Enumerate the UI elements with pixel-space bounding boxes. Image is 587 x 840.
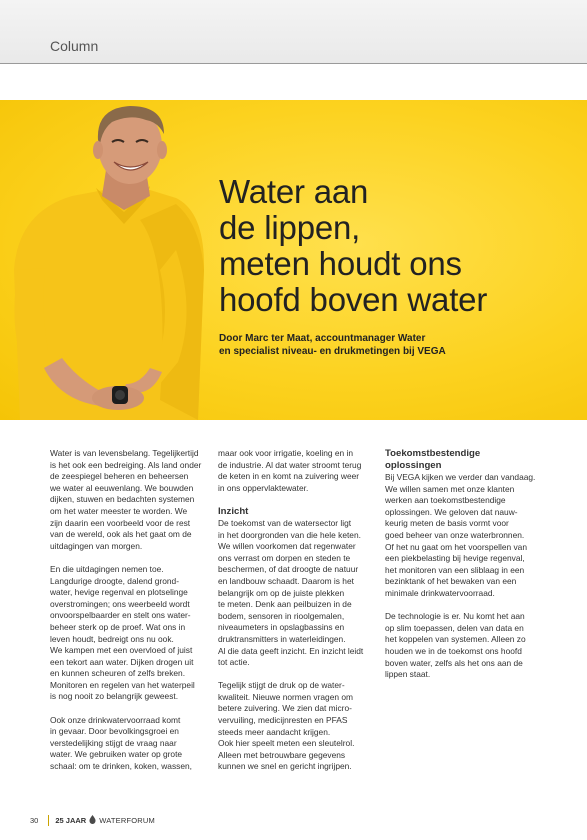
text-line: water, hevige regenval en plotselinge bbox=[50, 587, 188, 598]
text-line: En die uitdagingen nemen toe. bbox=[50, 563, 164, 574]
text-line: kunnen we snel en gericht ingrijpen. bbox=[218, 761, 352, 772]
text-line: houden we in de toekomst ons hoofd bbox=[385, 645, 522, 656]
text-line: Tegelijk stijgt de druk op de water- bbox=[218, 680, 345, 691]
text-line: bodem, sensoren in rioolgemalen, bbox=[218, 610, 345, 621]
text-line: dijken, stuwen en bedachten systemen bbox=[50, 494, 195, 505]
subheading-inzicht: Inzicht bbox=[218, 505, 249, 517]
text-line: Ook hier speelt meten een sleutelrol. bbox=[218, 738, 355, 749]
text-line: en landbouw schaadt. Daarom is het bbox=[218, 575, 354, 586]
subheading-line: oplossingen bbox=[385, 460, 442, 471]
paragraph bbox=[50, 715, 198, 773]
text-line: De technologie is er. Nu komt het aan bbox=[385, 611, 525, 622]
text-line: keurig meten de basis vormt voor bbox=[385, 518, 509, 529]
text-line: onvoorspelbaarder en stelt ons water- bbox=[50, 610, 191, 621]
text-line: werken aan toekomstbestendige bbox=[385, 495, 506, 506]
text-line: belangrijk om op de juiste plekken bbox=[218, 587, 345, 598]
text-line: beschermen, of dat droogte de natuur bbox=[218, 564, 359, 575]
text-line: Water is van levensbelang. Tegelijkertijd bbox=[50, 448, 199, 458]
text-line: vervuiling, medicijnresten en PFAS bbox=[218, 715, 348, 726]
article-column-1 bbox=[50, 448, 202, 784]
text-line: We kampen met een overvloed of juist bbox=[50, 645, 193, 656]
paragraph bbox=[218, 518, 368, 669]
text-line: Bij VEGA kijken we verder dan vandaag. bbox=[385, 472, 536, 482]
hero-banner bbox=[0, 100, 587, 420]
article-headline bbox=[219, 174, 559, 318]
text-line: Of het nu gaat om het voorspellen van bbox=[385, 541, 527, 552]
publication-name: WATERFORUM bbox=[99, 816, 155, 825]
header-rule bbox=[0, 63, 587, 64]
text-line: oplossingen. We geloven dat nauw- bbox=[385, 506, 518, 517]
text-line: boven water, zelfs als het ons aan de bbox=[385, 657, 523, 668]
text-line: niveaumeters in opslagbassins en bbox=[218, 622, 345, 633]
headline-line: hoofd boven water bbox=[219, 281, 488, 318]
section-label: Column bbox=[50, 38, 99, 54]
text-line: in het doorgronden van die hele keten. bbox=[218, 529, 361, 540]
paragraph bbox=[218, 448, 368, 494]
text-line: het monitoren van een sliblaag in een bbox=[385, 564, 525, 575]
text-line: de zeespiegel beheren en beheersen bbox=[50, 471, 189, 482]
subheading-line: Toekomstbestendige bbox=[385, 448, 481, 459]
subheading-toekomst bbox=[385, 448, 540, 472]
text-line: in gevaar. Door bevolkingsgroei en bbox=[50, 726, 179, 737]
water-drop-icon bbox=[89, 815, 96, 826]
text-line: te meten. Denk aan peilbuizen in de bbox=[218, 599, 352, 610]
text-line: We willen voorkomen dat regenwater bbox=[218, 541, 356, 552]
text-line: goed beheer van onze waterbronnen. bbox=[385, 529, 525, 540]
text-line: de industrie. Al dat water stroomt terug bbox=[218, 459, 362, 470]
text-line: Alleen met betrouwbare gegevens bbox=[218, 749, 346, 760]
headline-line: de lippen, bbox=[219, 209, 361, 246]
byline-line: Door Marc ter Maat, accountmanager Water bbox=[219, 333, 426, 344]
text-line: schaal: om te drinken, koken, wassen, bbox=[50, 761, 192, 772]
paragraph bbox=[385, 472, 540, 600]
headline-line: meten houdt ons bbox=[219, 245, 462, 282]
text-line: zijn daarin een voorbeeld voor de rest bbox=[50, 517, 191, 528]
footer-divider bbox=[48, 815, 49, 826]
text-line: steeds meer aandacht krijgen. bbox=[218, 726, 331, 737]
page-footer bbox=[30, 815, 155, 826]
text-line: De toekomst van de watersector ligt bbox=[218, 517, 352, 528]
byline-line: en specialist niveau- en drukmetingen bij VEGA bbox=[219, 346, 446, 357]
text-line: druktransmitters in waterleidingen. bbox=[218, 633, 346, 644]
text-line: betere zuivering. We zien dat micro- bbox=[218, 703, 352, 714]
text-line: Langdurige droogte, dalend grond- bbox=[50, 575, 179, 586]
text-line: We willen samen met onze klanten bbox=[385, 483, 515, 494]
text-line: overstromingen; ons weerbeeld wordt bbox=[50, 598, 190, 609]
paragraph bbox=[50, 448, 202, 552]
text-line: uitdagingen van morgen. bbox=[50, 540, 143, 551]
text-line: we water al eeuwenlang. We bouwden bbox=[50, 482, 194, 493]
header-band bbox=[0, 0, 587, 64]
text-line: op slim toepassen, delen van data en bbox=[385, 622, 524, 633]
text-line: een tekort aan water. Dijken drogen uit bbox=[50, 656, 194, 667]
paragraph bbox=[385, 611, 540, 681]
text-line: verstedelijking stijgt de vraag naar bbox=[50, 737, 177, 748]
text-line: Monitoren en regelen van het waterpeil bbox=[50, 679, 195, 690]
author-portrait bbox=[0, 100, 220, 420]
text-line: is het ook een bedreiging. Als land onder bbox=[50, 459, 202, 470]
text-line: de keten in en komt na zuivering weer bbox=[218, 471, 360, 482]
text-line: leven houdt, bedreigt ons nu ook. bbox=[50, 633, 174, 644]
paragraph bbox=[50, 564, 198, 703]
text-line: in ons oppervlaktewater. bbox=[218, 482, 309, 493]
text-line: water. We gebruiken water op grote bbox=[50, 749, 183, 760]
text-line: van de wereld, ook als het gaat om de bbox=[50, 529, 192, 540]
text-line: kwaliteit. Nieuwe normen vragen om bbox=[218, 691, 353, 702]
text-line: Al die data geeft inzicht. En inzicht leidt bbox=[218, 645, 364, 656]
text-line: minimale drinkwatervoorraad. bbox=[385, 587, 495, 598]
paragraph bbox=[218, 680, 368, 773]
headline-line: Water aan bbox=[219, 173, 369, 210]
text-line: tot actie. bbox=[218, 657, 250, 668]
text-line: bezinktank of het bewaken van een bbox=[385, 576, 517, 587]
text-line: beheer sterk op de proef. Wat ons in bbox=[50, 621, 186, 632]
text-line: Ook onze drinkwatervoorraad komt bbox=[50, 714, 181, 725]
text-line: maar ook voor irrigatie, koeling en in bbox=[218, 448, 353, 458]
text-line: een piekbelasting bij hevige regenval, bbox=[385, 553, 525, 564]
text-line: is nog nooit zo belangrijk geweest. bbox=[50, 691, 179, 702]
page-number: 30 bbox=[30, 816, 39, 825]
text-line: lippen staat. bbox=[385, 669, 431, 680]
anniversary-label: 25 JAAR bbox=[55, 816, 87, 825]
text-line: het koppelen van systemen. Alleen zo bbox=[385, 634, 526, 645]
article-column-2 bbox=[218, 448, 368, 785]
text-line: om het water meester te worden. We bbox=[50, 505, 188, 516]
text-line: ons verrast om dorpen en steden te bbox=[218, 552, 351, 563]
author-byline bbox=[219, 332, 519, 358]
article-column-3 bbox=[385, 448, 540, 692]
text-line: en kunnen scheuren of zelfs breken. bbox=[50, 668, 186, 679]
